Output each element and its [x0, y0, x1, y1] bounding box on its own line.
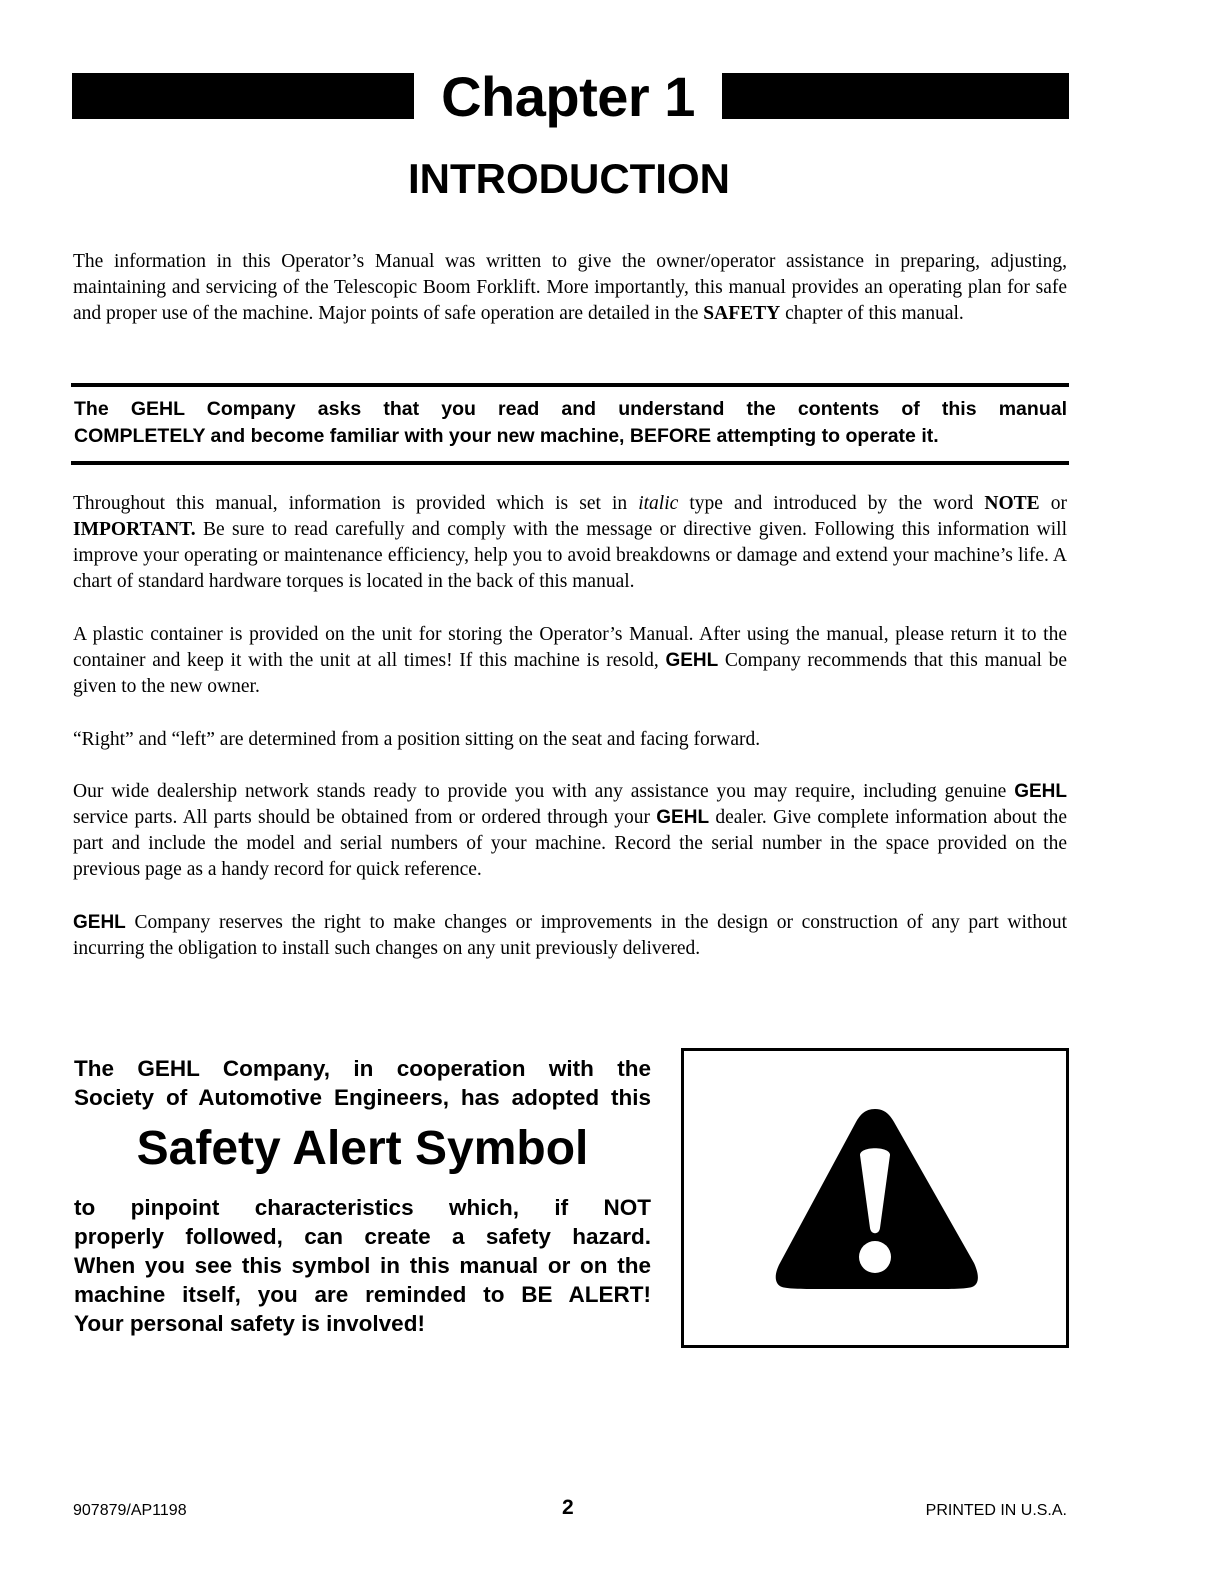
footer-doc-number: 907879/AP1198 — [73, 1502, 187, 1519]
alert-body-line-4: machine itself, you are reminded to BE ALERT! — [74, 1282, 651, 1307]
p2-text-a: Throughout this manual, information is provided which is set in — [73, 493, 639, 514]
safety-alert-title: Safety Alert Symbol — [136, 1122, 589, 1175]
alert-intro — [74, 1054, 651, 1112]
alert-body-line-3: When you see this symbol in this manual or on the — [74, 1253, 651, 1278]
gehl-brand: GEHL — [73, 912, 126, 933]
chapter-bar-left — [72, 73, 414, 119]
important-keyword: IMPORTANT. — [73, 519, 196, 540]
p6-text-a: Company reserves the right to make changes or improvements in the design or construction of any part without incurring the obligation to install such changes on any unit previously delivered. — [73, 912, 1067, 959]
p5-text-c: dealer. Give complete information about the part and include the model and serial numbers of your machine. Record the serial number in the space provided on the previous page as a handy record for quick reference. — [73, 807, 1067, 880]
intro-text-1: The information in this Operator’s Manual was written to give the owner/operator assistance in preparing, adjusting, maintaining and servicing of the Telescopic Boom Forklift. More importantly, this manual provides an operating plan for safe and proper use of the machine. Major points of safe operation are detailed in the — [73, 251, 1067, 324]
paragraph-italic-note — [73, 491, 1067, 595]
p3-text-b: Company recommends that this manual be given to the new owner. — [73, 650, 1067, 697]
safety-alert-triangle-icon — [684, 1051, 1066, 1345]
paragraph-dealership — [73, 779, 1067, 883]
p3-text-a: A plastic container is provided on the unit for storing the Operator’s Manual. After using the manual, please return it to the container and keep it with the unit at all times! If this machine is resold, — [73, 624, 1067, 671]
alert-intro-line-1: The GEHL Company, in cooperation with the — [74, 1056, 651, 1081]
safety-alert-symbol-box — [681, 1048, 1069, 1348]
notice-rule-bottom — [71, 461, 1069, 465]
paragraph-container — [73, 622, 1067, 700]
gehl-brand: GEHL — [656, 807, 710, 828]
p2-text-d: Be sure to read carefully and comply with the message or directive given. Following this information will improve your operating or maintenance efficiency, help you to avoid breakdowns or damage and extend your machine’s life. A chart of standard hardware torques is located in the back of this manual. — [73, 519, 1067, 592]
section-title: INTRODUCTION — [408, 155, 730, 202]
alert-intro-line-2: Society of Automotive Engineers, has adopted this — [74, 1085, 651, 1110]
note-keyword: NOTE — [984, 493, 1040, 514]
notice-text — [74, 396, 1067, 450]
gehl-brand: GEHL — [1014, 781, 1067, 802]
footer-page-number: 2 — [562, 1496, 574, 1519]
intro-text-2: chapter of this manual. — [780, 303, 964, 324]
p5-text-a: Our wide dealership network stands ready to provide you with any assistance you may require, including genuine — [73, 781, 1015, 802]
paragraph-right-left: “Right” and “left” are determined from a position sitting on the seat and facing forward. — [73, 729, 761, 750]
alert-body-line-5: Your personal safety is involved! — [74, 1311, 425, 1336]
chapter-title: Chapter 1 — [441, 65, 695, 128]
notice-line-1: The GEHL Company asks that you read and understand the contents of this manual — [74, 398, 1067, 420]
gehl-brand: GEHL — [665, 650, 719, 671]
paragraph-rights — [73, 910, 1067, 962]
alert-body — [74, 1193, 651, 1338]
italic-word: italic — [638, 493, 679, 514]
p2-text-b: type and introduced by the word — [678, 493, 985, 514]
p2-text-c: or — [1039, 493, 1067, 514]
alert-body-line-1: to pinpoint characteristics which, if NOT — [74, 1195, 651, 1220]
chapter-bar-right — [722, 73, 1069, 119]
notice-line-2: COMPLETELY and become familiar with your new machine, BEFORE attempting to operate it. — [74, 425, 939, 447]
safety-keyword: SAFETY — [703, 303, 781, 324]
p5-text-b: service parts. All parts should be obtained from or ordered through your — [73, 807, 657, 828]
footer-printed: PRINTED IN U.S.A. — [925, 1502, 1067, 1519]
alert-body-line-2: properly followed, can create a safety hazard. — [74, 1224, 651, 1249]
intro-paragraph — [73, 249, 1067, 327]
notice-rule-top — [71, 383, 1069, 387]
